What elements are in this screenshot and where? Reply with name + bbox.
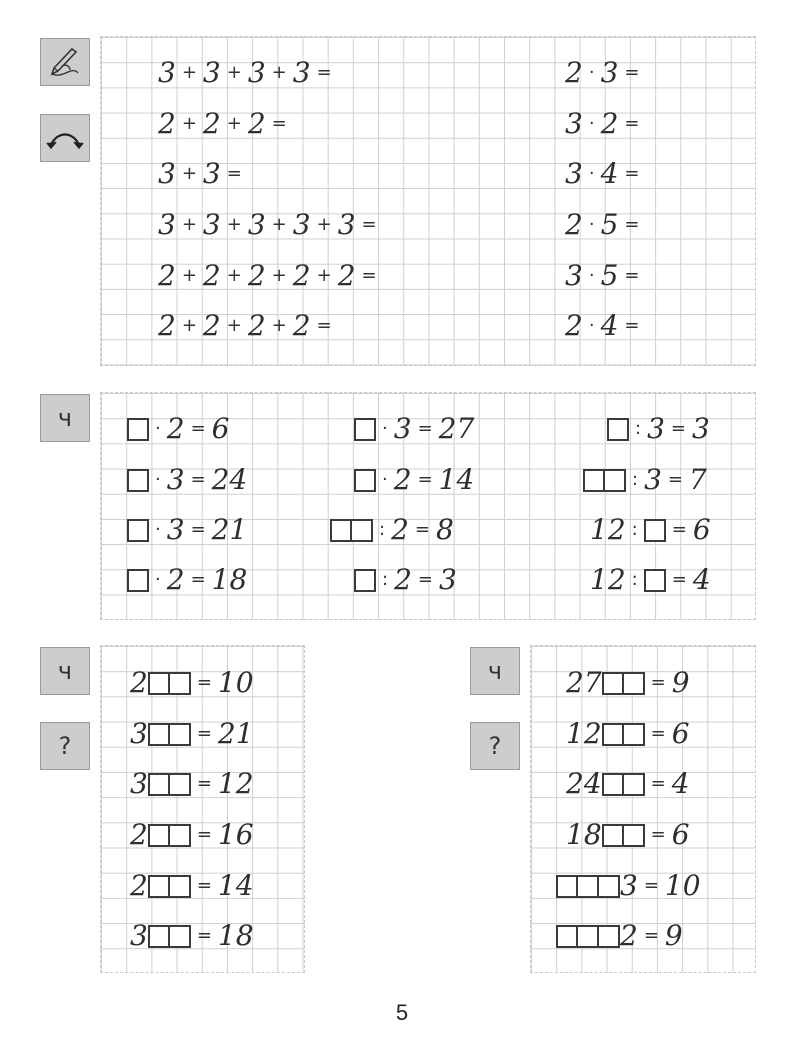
answer-box[interactable]	[602, 672, 624, 695]
number: 3	[130, 767, 148, 800]
number: 2	[337, 259, 356, 292]
ch-label-icon: ч	[40, 394, 90, 442]
operator: =	[670, 418, 686, 439]
equation-row	[127, 515, 247, 545]
operator: :	[631, 519, 638, 540]
swap-arrows-icon	[40, 114, 90, 162]
operator: =	[226, 163, 242, 184]
addition-expression	[158, 109, 293, 139]
number: 2	[391, 513, 409, 546]
equation-row	[566, 820, 690, 850]
number: 12	[590, 563, 626, 596]
equation-row	[130, 871, 254, 901]
answer-box[interactable]	[148, 672, 170, 695]
number: 3	[158, 208, 176, 241]
number: 2	[158, 259, 176, 292]
answer-box[interactable]	[148, 773, 170, 796]
number: 3	[692, 412, 710, 445]
operator: ·	[382, 469, 388, 490]
answer-box-group	[127, 519, 149, 542]
addition-expression	[158, 261, 383, 291]
number: 2	[565, 56, 583, 89]
operator: +	[181, 214, 197, 235]
operator: +	[271, 315, 287, 336]
operator: =	[271, 113, 287, 134]
answer-box[interactable]	[354, 569, 376, 592]
operator: =	[196, 672, 212, 693]
addition-expression	[158, 210, 383, 240]
operator: =	[196, 773, 212, 794]
operator: =	[190, 569, 206, 590]
question-icon: ?	[470, 722, 520, 770]
answer-box[interactable]	[148, 925, 170, 948]
operator: ·	[155, 569, 161, 590]
ch-label-icon: ч	[40, 647, 90, 695]
number: 2	[247, 259, 266, 292]
operator: =	[316, 62, 332, 83]
equation-row	[130, 668, 254, 698]
answer-box-group	[607, 418, 629, 441]
equation-row	[354, 414, 474, 444]
number: 2	[202, 309, 221, 342]
operator: ·	[155, 469, 161, 490]
answer-box[interactable]	[556, 925, 578, 948]
number: 9	[671, 666, 690, 699]
number: 21	[217, 717, 254, 750]
multiplication-expression	[565, 109, 645, 139]
answer-box[interactable]	[352, 519, 373, 542]
answer-box-group	[127, 418, 149, 441]
answer-box-group	[354, 569, 376, 592]
answer-box[interactable]	[602, 773, 624, 796]
operator: +	[226, 315, 242, 336]
answer-box[interactable]	[170, 875, 191, 898]
number: 12	[566, 717, 602, 750]
number: 3	[247, 208, 266, 241]
question-icon: ?	[40, 722, 90, 770]
answer-box[interactable]	[127, 469, 149, 492]
number: 3	[130, 919, 148, 952]
answer-box-group	[644, 569, 666, 592]
equation-row	[590, 565, 711, 595]
addition-expression	[158, 311, 338, 341]
number: 3	[644, 463, 662, 496]
operator: ·	[382, 418, 388, 439]
number: 3	[565, 107, 583, 140]
answer-box-group	[148, 773, 191, 796]
number: 7	[689, 463, 707, 496]
number: 2	[394, 563, 412, 596]
operator: =	[196, 723, 212, 744]
answer-box[interactable]	[354, 418, 376, 441]
operator: =	[643, 875, 659, 896]
operator: =	[650, 672, 666, 693]
operator: +	[181, 315, 197, 336]
number: 3	[292, 208, 311, 241]
operator: ·	[588, 214, 595, 235]
answer-box-group	[602, 773, 645, 796]
operator: +	[316, 265, 332, 286]
answer-box[interactable]	[127, 569, 149, 592]
operator: +	[226, 113, 242, 134]
operator: +	[271, 265, 287, 286]
operator: :	[632, 469, 639, 490]
answer-box-group	[127, 469, 149, 492]
operator: :	[382, 569, 389, 590]
operator: =	[624, 113, 640, 134]
number: 4	[671, 767, 690, 800]
number: 4	[600, 309, 619, 342]
number: 3	[565, 259, 583, 292]
operator: =	[196, 925, 212, 946]
number: 2	[292, 309, 311, 342]
answer-box-group	[583, 469, 626, 492]
answer-box[interactable]	[624, 773, 645, 796]
answer-box-group	[354, 418, 376, 441]
number: 3	[565, 157, 583, 190]
operator: ·	[588, 62, 595, 83]
operator: +	[181, 163, 197, 184]
operator: ·	[588, 163, 595, 184]
operator: =	[417, 569, 433, 590]
addition-expression	[158, 159, 248, 189]
answer-box[interactable]	[127, 519, 149, 542]
operator: =	[624, 163, 640, 184]
equation-row	[354, 465, 474, 495]
answer-box[interactable]	[624, 672, 645, 695]
equation-row	[566, 668, 690, 698]
number: 3	[158, 157, 176, 190]
number: 2	[202, 107, 221, 140]
number: 4	[692, 563, 711, 596]
number: 3	[439, 563, 457, 596]
operator: ·	[155, 519, 161, 540]
number: 10	[217, 666, 254, 699]
number: 3	[166, 513, 185, 546]
answer-box[interactable]	[644, 519, 666, 542]
operator: +	[226, 265, 242, 286]
operator: =	[671, 519, 687, 540]
number: 2	[292, 259, 311, 292]
operator: +	[181, 113, 197, 134]
number: 24	[566, 767, 602, 800]
operator: =	[417, 469, 433, 490]
number: 18	[217, 919, 254, 952]
operator: ·	[588, 265, 595, 286]
answer-box[interactable]	[599, 875, 620, 898]
answer-box-group	[602, 672, 645, 695]
multiplication-expression	[565, 210, 645, 240]
operator: +	[226, 214, 242, 235]
number: 2	[247, 309, 266, 342]
answer-box[interactable]	[148, 875, 170, 898]
answer-box-group	[127, 569, 149, 592]
operator: +	[316, 214, 332, 235]
number: 18	[566, 818, 602, 851]
operator: =	[190, 469, 206, 490]
number: 3	[202, 208, 221, 241]
operator: :	[631, 569, 638, 590]
operator: =	[316, 315, 332, 336]
answer-box[interactable]	[624, 723, 645, 746]
equation-row	[127, 414, 229, 444]
operator: =	[650, 723, 666, 744]
number: 6	[692, 513, 711, 546]
operator: =	[624, 265, 640, 286]
number: 12	[590, 513, 626, 546]
ch-label-icon: ч	[470, 647, 520, 695]
number: 8	[436, 513, 454, 546]
number: 2	[130, 666, 148, 699]
equation-row	[566, 769, 690, 799]
answer-box[interactable]	[354, 469, 376, 492]
operator: =	[624, 214, 640, 235]
answer-box[interactable]	[578, 875, 599, 898]
answer-box-group	[354, 469, 376, 492]
multiplication-expression	[565, 311, 645, 341]
operator: =	[190, 519, 206, 540]
answer-box-group	[148, 723, 191, 746]
page-number: 5	[395, 1000, 409, 1025]
answer-box[interactable]	[170, 773, 191, 796]
multiplication-expression	[565, 58, 645, 88]
answer-box[interactable]	[170, 824, 191, 847]
answer-box-group	[602, 824, 645, 847]
equation-row	[583, 465, 707, 495]
equation-row	[556, 921, 683, 951]
operator: =	[196, 875, 212, 896]
answer-box[interactable]	[556, 875, 578, 898]
answer-box[interactable]	[602, 723, 624, 746]
operator: =	[643, 925, 659, 946]
operator: +	[226, 62, 242, 83]
answer-box-group	[148, 925, 191, 948]
number: 3	[620, 869, 638, 902]
number: 3	[600, 56, 619, 89]
operator: :	[635, 418, 642, 439]
equation-row	[607, 414, 710, 444]
answer-box-group	[556, 875, 620, 898]
operator: =	[650, 824, 666, 845]
answer-box[interactable]	[599, 925, 620, 948]
number: 12	[217, 767, 254, 800]
number: 4	[600, 157, 619, 190]
number: 14	[438, 463, 475, 496]
number: 2	[130, 818, 148, 851]
number: 6	[671, 717, 690, 750]
operator: =	[190, 418, 206, 439]
answer-box[interactable]	[624, 824, 645, 847]
number: 2	[166, 563, 185, 596]
number: 3	[130, 717, 148, 750]
equation-row	[566, 719, 690, 749]
number: 2	[620, 919, 638, 952]
number: 3	[337, 208, 356, 241]
operator: ·	[588, 315, 595, 336]
operator: ·	[588, 113, 595, 134]
operator: =	[361, 214, 377, 235]
number: 5	[600, 208, 619, 241]
number: 3	[292, 56, 311, 89]
number: 6	[671, 818, 690, 851]
equation-row	[130, 719, 254, 749]
number: 2	[166, 412, 185, 445]
equation-row	[556, 871, 701, 901]
equation-row	[130, 769, 254, 799]
number: 3	[647, 412, 665, 445]
number: 2	[565, 309, 583, 342]
number: 2	[130, 869, 148, 902]
answer-box-group	[148, 824, 191, 847]
number: 3	[393, 412, 412, 445]
answer-box[interactable]	[170, 672, 191, 695]
operator: =	[196, 824, 212, 845]
number: 3	[202, 56, 221, 89]
number: 21	[211, 513, 248, 546]
number: 2	[158, 107, 176, 140]
multiplication-expression	[565, 159, 645, 189]
number: 2	[158, 309, 176, 342]
answer-box[interactable]	[127, 418, 149, 441]
answer-box[interactable]	[605, 469, 626, 492]
pencil-hand-icon	[40, 38, 90, 86]
equation-row	[590, 515, 711, 545]
answer-box-group	[644, 519, 666, 542]
operator: =	[650, 773, 666, 794]
operator: =	[414, 519, 430, 540]
number: 27	[438, 412, 475, 445]
equation-row	[130, 820, 254, 850]
number: 2	[393, 463, 412, 496]
operator: +	[271, 62, 287, 83]
equation-row	[127, 565, 247, 595]
operator: +	[181, 265, 197, 286]
answer-box-group	[148, 672, 191, 695]
operator: =	[624, 62, 640, 83]
number: 27	[566, 666, 602, 699]
answer-box[interactable]	[330, 519, 352, 542]
number: 2	[600, 107, 619, 140]
number: 2	[565, 208, 583, 241]
number: 3	[158, 56, 176, 89]
answer-box[interactable]	[583, 469, 605, 492]
number: 18	[211, 563, 248, 596]
operator: =	[417, 418, 433, 439]
operator: =	[671, 569, 687, 590]
operator: +	[271, 214, 287, 235]
number: 3	[247, 56, 266, 89]
operator: +	[181, 62, 197, 83]
number: 6	[211, 412, 230, 445]
answer-box-group	[556, 925, 620, 948]
equation-row	[354, 565, 457, 595]
operator: =	[361, 265, 377, 286]
operator: :	[379, 519, 386, 540]
answer-box[interactable]	[602, 824, 624, 847]
answer-box[interactable]	[607, 418, 629, 441]
operator: =	[667, 469, 683, 490]
number: 2	[247, 107, 266, 140]
number: 14	[217, 869, 254, 902]
multiplication-expression	[565, 261, 645, 291]
equation-row	[330, 515, 454, 545]
answer-box[interactable]	[170, 925, 191, 948]
operator: =	[624, 315, 640, 336]
number: 5	[600, 259, 619, 292]
answer-box-group	[330, 519, 373, 542]
equation-row	[130, 921, 254, 951]
answer-box[interactable]	[148, 723, 170, 746]
answer-box[interactable]	[644, 569, 666, 592]
addition-expression	[158, 58, 338, 88]
number: 2	[202, 259, 221, 292]
answer-box[interactable]	[578, 925, 599, 948]
answer-box-group	[148, 875, 191, 898]
number: 9	[664, 919, 683, 952]
answer-box[interactable]	[170, 723, 191, 746]
number: 16	[217, 818, 254, 851]
number: 3	[202, 157, 221, 190]
answer-box[interactable]	[148, 824, 170, 847]
number: 3	[166, 463, 185, 496]
operator: ·	[155, 418, 161, 439]
number: 24	[211, 463, 248, 496]
answer-box-group	[602, 723, 645, 746]
number: 10	[664, 869, 701, 902]
equation-row	[127, 465, 247, 495]
